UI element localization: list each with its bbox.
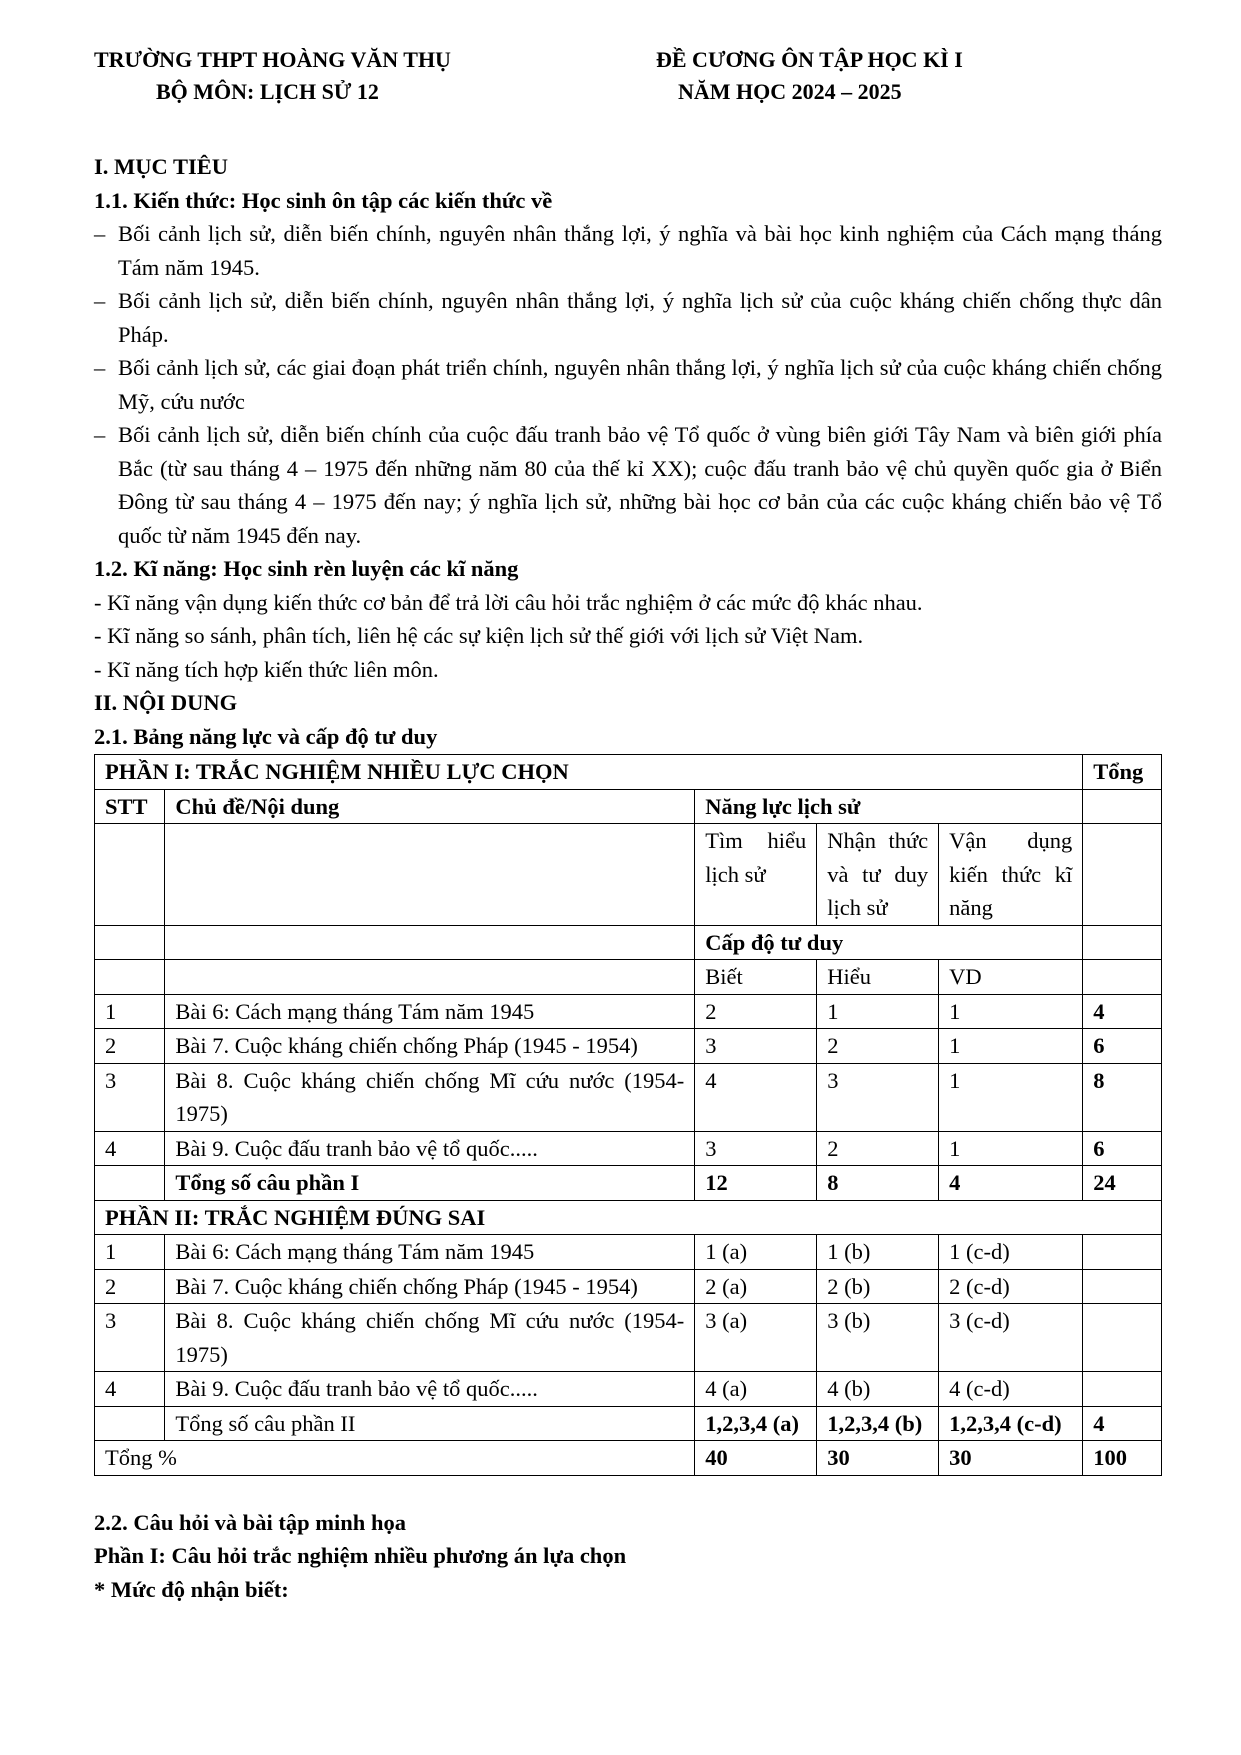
section-2-title: II. NỘI DUNG xyxy=(94,690,238,715)
skill-item: - Kĩ năng vận dụng kiến thức cơ bản để trả lời câu hỏi trắc nghiệm ở các mức độ khác nhau. xyxy=(94,589,923,615)
knowledge-item: – Bối cảnh lịch sử, diễn biến chính, nguyên nhân thắng lợi, ý nghĩa lịch sử của cuộc kháng chiến chống thực dân Pháp. xyxy=(94,288,1162,347)
table-row: Tổng số câu phần I 12 8 4 24 xyxy=(95,1166,1162,1201)
school-year: NĂM HỌC 2024 – 2025 xyxy=(678,79,902,104)
part-2-total-label: Tổng số câu phần II xyxy=(165,1406,695,1441)
competence-3: Vận dụng kiến thức kĩ năng xyxy=(939,824,1083,926)
table-row: 4 Bài 9. Cuộc đấu tranh bảo vệ tổ quốc..... 3 2 1 6 xyxy=(95,1131,1162,1166)
part-1-total-label: Tổng số câu phần I xyxy=(165,1166,695,1201)
level-3: VD xyxy=(939,960,1083,995)
skill-item: - Kĩ năng tích hợp kiến thức liên môn. xyxy=(94,656,439,682)
document-title: ĐỀ CƯƠNG ÔN TẬP HỌC KÌ I xyxy=(656,47,963,72)
topic-header: Chủ đề/Nội dung xyxy=(165,789,695,824)
document-page xyxy=(94,44,1162,1606)
total-header: Tổng xyxy=(1083,755,1162,790)
table-row: 4 Bài 9. Cuộc đấu tranh bảo vệ tổ quốc..... 4 (a) 4 (b) 4 (c-d) xyxy=(95,1372,1162,1407)
table-row xyxy=(95,755,1162,790)
table-row: 1 Bài 6: Cách mạng tháng Tám năm 1945 2 1 1 4 xyxy=(95,994,1162,1029)
stt-header: STT xyxy=(95,789,165,824)
table-row: 2 Bài 7. Cuộc kháng chiến chống Pháp (1945 - 1954) 3 2 1 6 xyxy=(95,1029,1162,1064)
knowledge-item: – Bối cảnh lịch sử, các giai đoạn phát triển chính, nguyên nhân thắng lợi, ý nghĩa lịch sử của cuộc kháng chiến chống Mỹ, cứu nước xyxy=(94,355,1162,414)
skill-item: - Kĩ năng so sánh, phân tích, liên hệ các sự kiện lịch sử thế giới với lịch sử Việt Nam. xyxy=(94,623,864,648)
knowledge-title: 1.1. Kiến thức: Học sinh ôn tập các kiến thức về xyxy=(94,187,553,213)
table-row: 3 Bài 8. Cuộc kháng chiến chống Mĩ cứu nước (1954-1975) 4 3 1 8 xyxy=(95,1063,1162,1131)
table-row xyxy=(95,1200,1162,1235)
level-1: Biết xyxy=(695,960,817,995)
table-row xyxy=(95,960,1162,995)
table-row xyxy=(95,824,1162,926)
table-row xyxy=(95,789,1162,824)
competence-table xyxy=(94,754,1162,1476)
document-header xyxy=(94,44,1162,122)
table-row: Tổng số câu phần II 1,2,3,4 (a) 1,2,3,4 (b) 1,2,3,4 (c-d) 4 xyxy=(95,1406,1162,1441)
competence-header: Năng lực lịch sử xyxy=(695,789,1083,824)
part-1-title: PHẦN I: TRẮC NGHIỆM NHIỀU LỰC CHỌN xyxy=(95,755,1083,790)
table-title: 2.1. Bảng năng lực và cấp độ tư duy xyxy=(94,723,438,749)
table-row: 3 Bài 8. Cuộc kháng chiến chống Mĩ cứu nước (1954-1975) 3 (a) 3 (b) 3 (c-d) xyxy=(95,1304,1162,1372)
level-2: Hiểu xyxy=(817,960,939,995)
examples-title: 2.2. Câu hỏi và bài tập minh họa xyxy=(94,1509,406,1535)
percent-label: Tổng % xyxy=(95,1441,695,1476)
knowledge-item: – Bối cảnh lịch sử, diễn biến chính, nguyên nhân thắng lợi, ý nghĩa và bài học kinh nghiệm của Cách mạng tháng Tám năm 1945. xyxy=(94,221,1162,280)
section-1-title: I. MỤC TIÊU xyxy=(94,154,228,179)
table-row: 2 Bài 7. Cuộc kháng chiến chống Pháp (1945 - 1954) 2 (a) 2 (b) 2 (c-d) xyxy=(95,1269,1162,1304)
department-name: BỘ MÔN: LỊCH SỬ 12 xyxy=(156,79,379,104)
skills-title: 1.2. Kĩ năng: Học sinh rèn luyện các kĩ năng xyxy=(94,556,519,581)
competence-1: Tìm hiểu lịch sử xyxy=(695,824,817,926)
competence-2: Nhận thức và tư duy lịch sử xyxy=(817,824,939,926)
part-2-title: PHẦN II: TRẮC NGHIỆM ĐÚNG SAI xyxy=(95,1200,1162,1235)
knowledge-item: – Bối cảnh lịch sử, diễn biến chính của cuộc đấu tranh bảo vệ Tổ quốc ở vùng biên giới Tây Nam và biên giới phía Bắc (từ sau tháng 4 – 1975 đến những năm 80 của thế kỉ XX); cuộc đấu tranh bảo vệ chủ quyền quốc gia ở Biển Đông từ sau tháng 4 – 1975 đến nay; ý nghĩa lịch sử, những bài học cơ bản của các cuộc kháng chiến bảo vệ Tổ quốc từ năm 1945 đến nay. xyxy=(94,422,1162,548)
level-header: Cấp độ tư duy xyxy=(695,925,1083,960)
level-heading: * Mức độ nhận biết: xyxy=(94,1576,289,1602)
table-row: Tổng % 40 30 30 100 xyxy=(95,1441,1162,1476)
table-row: 1 Bài 6: Cách mạng tháng Tám năm 1945 1 (a) 1 (b) 1 (c-d) xyxy=(95,1235,1162,1270)
table-row xyxy=(95,925,1162,960)
part-1-heading: Phần I: Câu hỏi trắc nghiệm nhiều phương án lựa chọn xyxy=(94,1543,627,1568)
school-name: TRƯỜNG THPT HOÀNG VĂN THỤ xyxy=(94,47,451,72)
